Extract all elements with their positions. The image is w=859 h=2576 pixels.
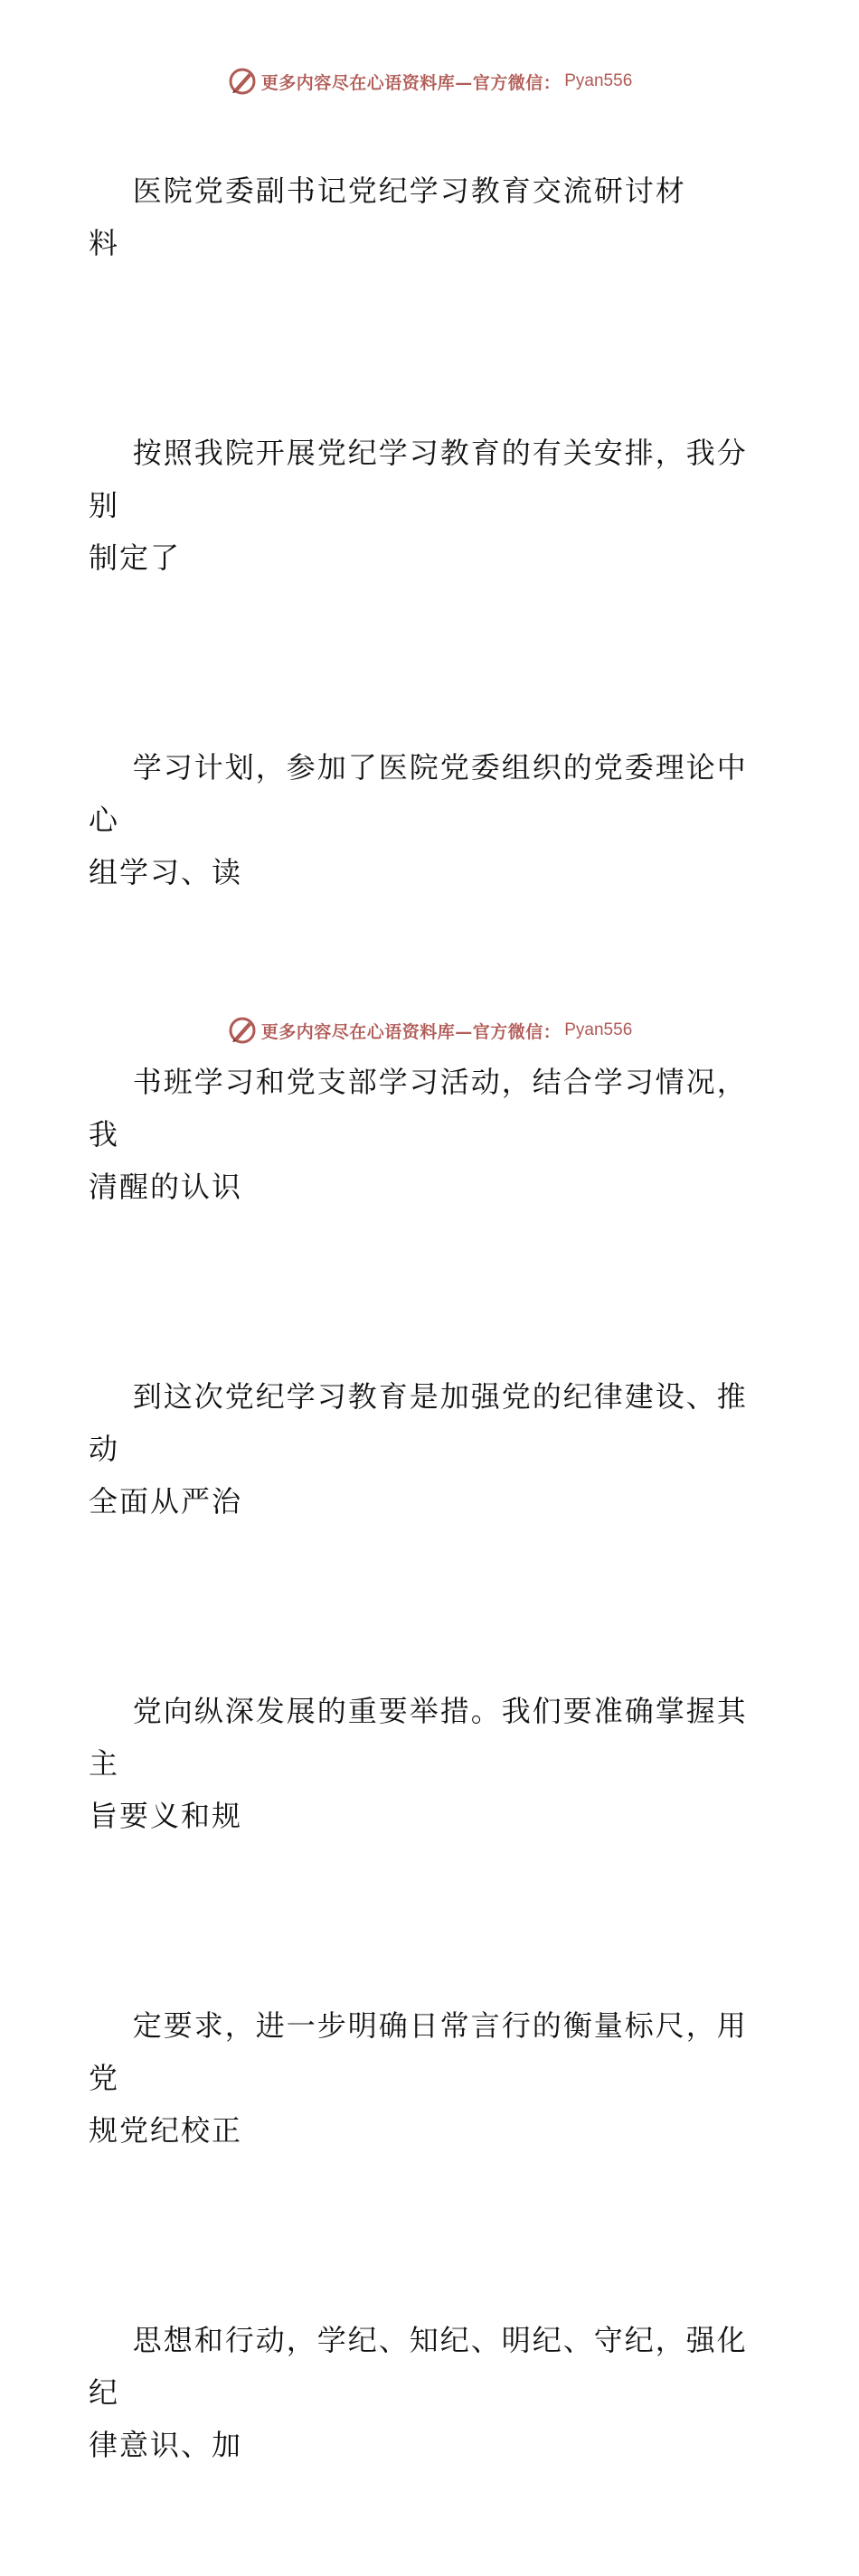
- pen-logo-icon: [227, 66, 258, 97]
- paragraph-line: [89, 689, 776, 1003]
- line-wrap: 旨要义和规: [89, 1799, 243, 1833]
- line-text: 思想和行动，学纪、知纪、明纪、守纪，强化纪: [89, 2323, 748, 2410]
- line-wrap: 料: [89, 226, 120, 260]
- line-text: 医院党委副书记党纪学习教育交流研讨材: [132, 174, 686, 208]
- line-text: 书班学习和党支部学习活动，结合学习情况，我: [89, 1065, 748, 1152]
- header-banner: [0, 63, 859, 99]
- banner-wechat-id: Pyan556: [564, 71, 633, 90]
- line-wrap: 全面从严治: [89, 1484, 243, 1518]
- banner-wechat-id: Pyan556: [564, 1020, 633, 1039]
- line-text: 到这次党纪学习教育是加强党的纪律建设、推动: [89, 1379, 748, 1466]
- document-body: [89, 112, 776, 2576]
- line-text: 党向纵深发展的重要举措。我们要准确掌握其主: [89, 1694, 748, 1781]
- line-text: 学习计划，参加了医院党委组织的党委理论中心: [89, 750, 748, 837]
- footer-banner: [0, 1012, 859, 1048]
- banner-text: 更多内容尽在心语资料库—官方微信：: [260, 72, 562, 93]
- document-title: [89, 112, 776, 374]
- line-text: 按照我院开展党纪学习教育的有关安排，我分别: [89, 436, 748, 522]
- line-wrap: 律意识、加: [89, 2428, 243, 2462]
- paragraph-line: [89, 1632, 776, 1947]
- line-wrap: 清醒的认识: [89, 1170, 243, 1204]
- line-wrap: 制定了: [89, 541, 182, 575]
- paragraph-line: [89, 374, 776, 689]
- line-wrap: 规党纪校正: [89, 2113, 243, 2148]
- paragraph-line: [89, 1318, 776, 1632]
- paragraph-line: [89, 1003, 776, 1318]
- paragraph-line: [89, 2261, 776, 2576]
- line-text: 定要求，进一步明确日常言行的衡量标尺，用党: [89, 2008, 748, 2095]
- line-wrap: 组学习、读: [89, 855, 243, 889]
- pen-logo-icon: [227, 1015, 258, 1046]
- paragraph-line: [89, 1947, 776, 2261]
- banner-text: 更多内容尽在心语资料库—官方微信：: [260, 1021, 562, 1042]
